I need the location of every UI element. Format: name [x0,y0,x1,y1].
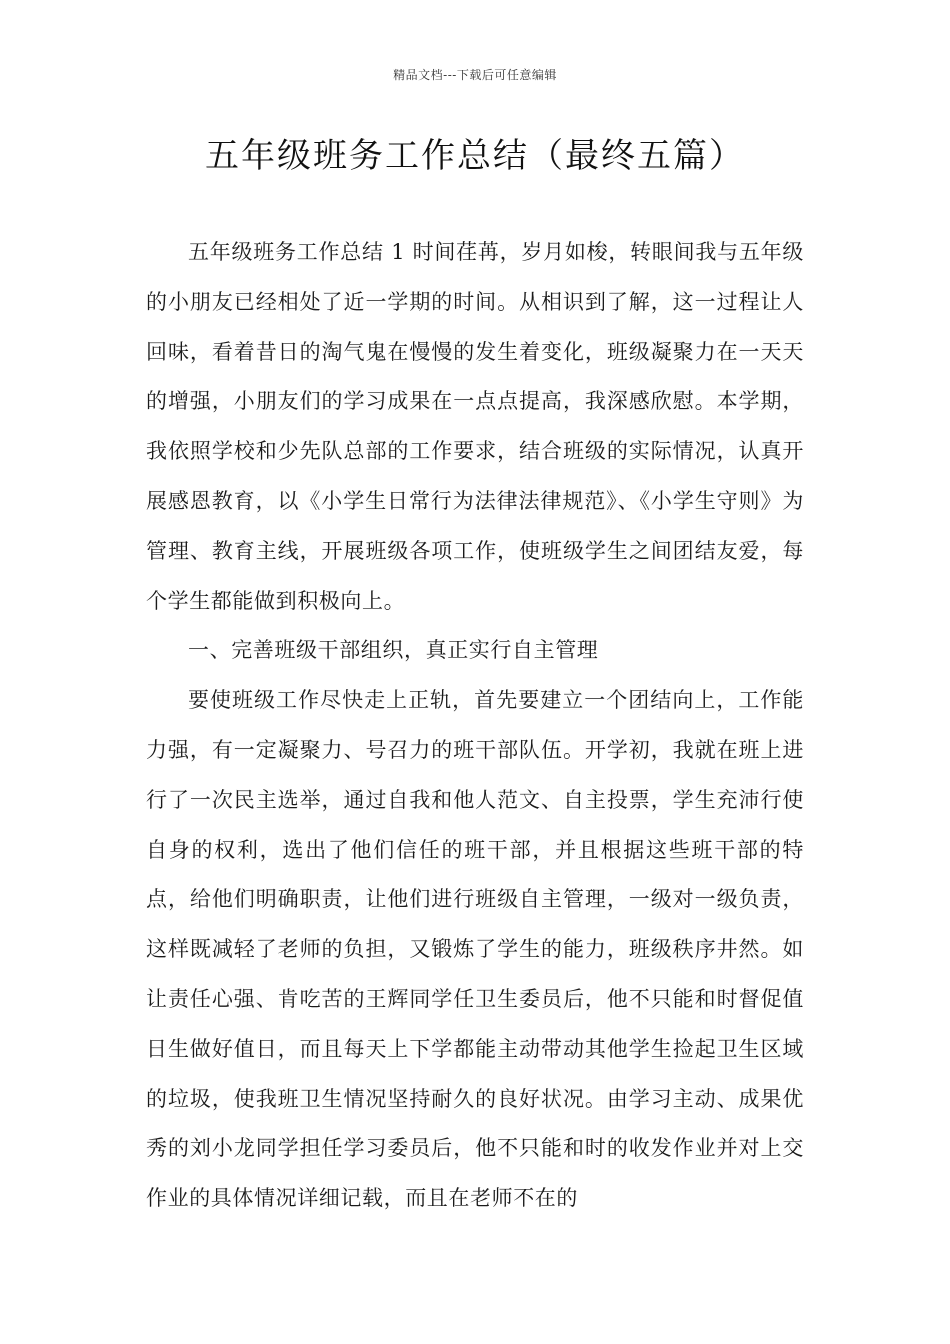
header-note: 精品文档---下载后可任意编辑 [393,68,557,82]
paragraph-section-1: 要使班级工作尽快走上正轨，首先要建立一个团结向上，工作能力强，有一定凝聚力、号召力的班干部队伍。开学初，我就在班上进行了一次民主选举，通过自我和他人范文、自主投票，学生充沛行使自身的权利，选出了他们信任的班干部，并且根据这些班干部的特点，给他们明确职责，让他们进行班级自主管理，一级对一级负责，这样既减轻了老师的负担，又锻炼了学生的能力，班级秩序井然。如让责任心强、肯吃苦的王辉同学任卫生委员后，他不只能和时督促值日生做好值日，而且每天上下学都能主动带动其他学生捡起卫生区域的垃圾，使我班卫生情况坚持耐久的良好状况。由学习主动、成果优秀的刘小龙同学担任学习委员后，他不只能和时的收发作业并对上交作业的具体情况详细记载，而且在老师不在的 [146,688,804,1211]
section-heading-1: 一、完善班级干部组织，真正实行自主管理 [188,638,599,663]
paragraph-intro: 五年级班务工作总结 1 时间荏苒，岁月如梭，转眼间我与五年级的小朋友已经相处了近一学期的时间。从相识到了解，这一过程让人回味，看着昔日的淘气鬼在慢慢的发生着变化，班级凝聚力在一天天的增强，小朋友们的学习成果在一点点提高，我深感欣慰。本学期，我依照学校和少先队总部的工作要求，结合班级的实际情况，认真开展感恩教育，以《小学生日常行为法律法律规范》、《小学生守则》为管理、教育主线，开展班级各项工作，使班级学生之间团结友爱，每个学生都能做到积极向上。 [146,240,804,613]
document-title: 五年级班务工作总结（最终五篇） [205,136,745,176]
document-body [146,228,804,1224]
